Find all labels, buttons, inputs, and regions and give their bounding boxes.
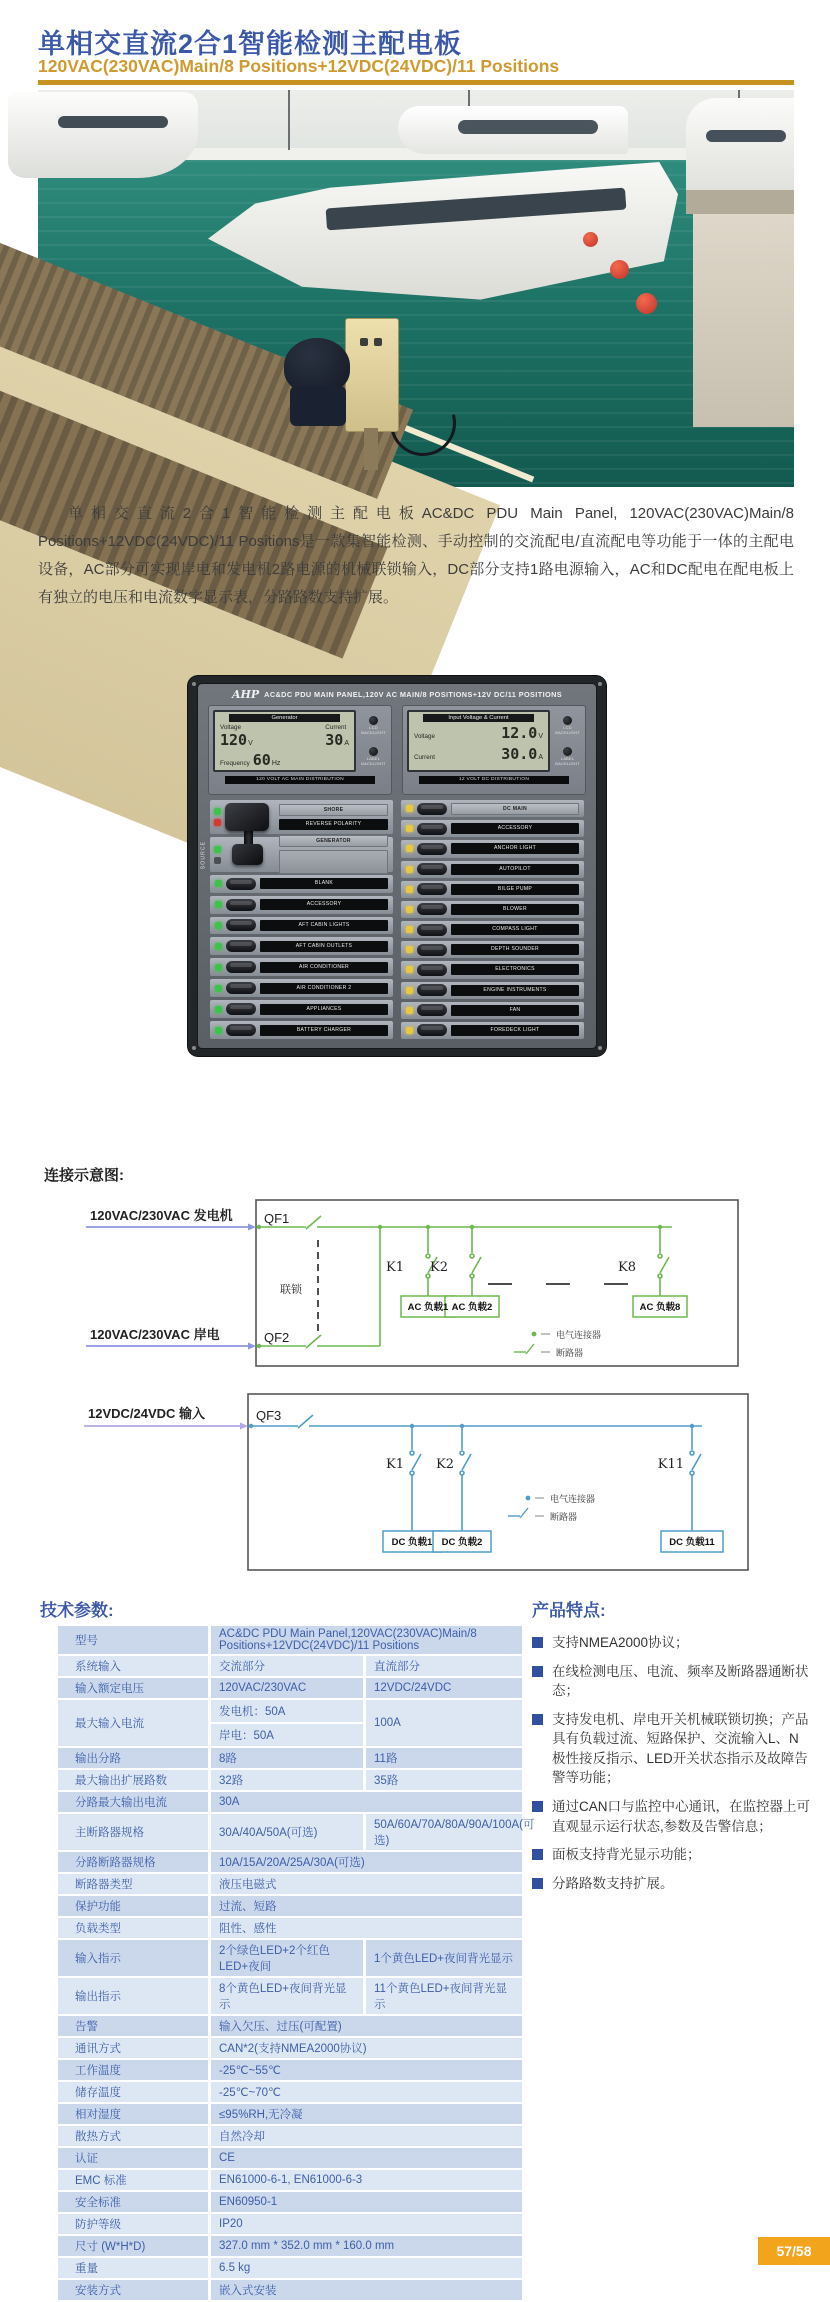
feature-text: 通过CAN口与监控中心通讯，在监控器上可直观显示运行状态,参数及告警信息； — [552, 1798, 811, 1834]
square-bullet-icon — [532, 1801, 543, 1812]
breaker-led — [406, 1027, 413, 1034]
spec-value: 输入欠压、过压(可配置) — [211, 2016, 522, 2036]
photo-boat-left — [8, 92, 198, 178]
spec-label: 系统输入 — [58, 1656, 208, 1676]
dc-breaker-column — [401, 800, 584, 1039]
shore-input-label: 120VAC/230VAC 岸电 — [90, 1327, 220, 1342]
spec-row — [58, 2038, 522, 2058]
breaker-label: COMPASS LIGHT — [451, 924, 579, 935]
spec-value: 30A — [211, 1792, 522, 1812]
label-backlight-button: LABEL BACKLIGHT — [554, 747, 581, 766]
breaker-label: AIR CONDITIONER — [260, 962, 388, 973]
breaker-id: QF2 — [264, 1330, 290, 1345]
dc-meter — [402, 705, 586, 795]
photo-dock-cabinet — [693, 202, 794, 427]
voltage-value: 120V — [220, 731, 253, 749]
breaker-label: ACCESSORY — [451, 823, 579, 834]
feature-item — [532, 1710, 810, 1788]
header-rule — [38, 80, 794, 85]
breaker-label: AUTOPILOT — [451, 864, 579, 875]
lcd-backlight-button: LCD BACKLIGHT — [360, 716, 387, 735]
spec-value: 327.0 mm * 352.0 mm * 160.0 mm — [211, 2236, 522, 2256]
spec-label: 输出指示 — [58, 1978, 208, 2014]
spec-value: 自然冷却 — [211, 2126, 522, 2146]
spec-row — [58, 2060, 522, 2080]
spec-label: 告警 — [58, 2016, 208, 2036]
breaker-row — [401, 881, 584, 898]
page-title: 单相交直流2合1智能检测主配电板 — [38, 29, 463, 59]
breaker-led — [215, 901, 222, 908]
breaker-led — [406, 886, 413, 893]
round-button-icon — [369, 747, 378, 756]
spec-label: 保护功能 — [58, 1896, 208, 1916]
switch-id: K2 — [430, 1260, 448, 1275]
ac-load-label: AC 负载2 — [451, 1302, 493, 1313]
breaker-label: REVERSE POLARITY — [279, 819, 388, 830]
breaker-rocker — [226, 878, 256, 890]
breaker-row — [401, 820, 584, 837]
product-panel-image — [188, 676, 606, 1056]
breaker-rocker — [226, 982, 256, 994]
breaker-row — [401, 1002, 584, 1019]
shore-led — [214, 808, 221, 815]
photo-yacht-flybridge-glass — [458, 120, 598, 134]
spec-value-ac: 2个绿色LED+2个红色LED+夜间 — [211, 1940, 363, 1976]
dc-wiring-diagram — [60, 1388, 760, 1578]
breaker-label: DEPTH SOUNDER — [451, 944, 579, 955]
interlock-handle — [224, 803, 272, 869]
breaker-row — [210, 917, 393, 935]
breaker-label: ELECTRONICS — [451, 964, 579, 975]
ac-wiring-diagram — [60, 1196, 760, 1372]
dc-load-label: DC 负载11 — [669, 1537, 715, 1548]
breaker-led — [215, 943, 222, 950]
breaker-row — [401, 840, 584, 857]
spec-label: 断路器类型 — [58, 1874, 208, 1894]
page-subtitle: 120VAC(230VAC)Main/8 Positions+12VDC(24VDC)/11 Positions — [38, 56, 560, 76]
voltage-value: 12.0V — [501, 724, 543, 742]
interlock-label: 联锁 — [280, 1284, 302, 1296]
photo-pedestal-post — [364, 428, 378, 470]
spec-label: 相对湿度 — [58, 2104, 208, 2124]
spec-label: 输入指示 — [58, 1940, 208, 1976]
photo-buoy — [636, 293, 657, 314]
feature-item — [532, 1662, 810, 1701]
spec-row — [58, 2258, 522, 2278]
spec-row — [58, 1626, 522, 1654]
spec-value: CAN*2(支持NMEA2000协议) — [211, 2038, 522, 2058]
spec-label: 最大输入电流 — [58, 1700, 208, 1746]
breaker-led — [406, 1007, 413, 1014]
arrowhead-icon — [240, 1423, 248, 1430]
spec-row — [58, 2016, 522, 2036]
breaker-label: FAN — [451, 1005, 579, 1016]
square-bullet-icon — [532, 1637, 543, 1648]
specs-table — [58, 1626, 535, 2302]
blank-label-plate — [279, 850, 388, 874]
feature-text: 支持NMEA2000协议； — [552, 1635, 689, 1650]
specs-heading: 技术参数: — [40, 1601, 114, 1620]
screw-icon — [598, 682, 602, 686]
interlock-knob-bottom — [232, 844, 263, 866]
spec-label: 储存温度 — [58, 2082, 208, 2102]
breaker-rocker — [226, 1024, 256, 1036]
dc-load-label: DC 负载2 — [441, 1537, 483, 1548]
features-list — [532, 1633, 810, 1893]
spec-value-dc: 35路 — [366, 1770, 522, 1790]
square-bullet-icon — [532, 1714, 543, 1725]
square-bullet-icon — [532, 1878, 543, 1889]
diagram-section-heading: 连接示意图: — [44, 1167, 124, 1184]
feature-item — [532, 1845, 810, 1865]
spec-value: -25℃~70℃ — [211, 2082, 522, 2102]
current-label: Current — [414, 754, 435, 761]
breaker-row — [210, 937, 393, 955]
frequency-value: Frequency 60Hz — [220, 751, 281, 769]
arrowhead-icon — [248, 1343, 256, 1350]
breaker-row — [210, 1000, 393, 1018]
square-bullet-icon — [532, 1666, 543, 1677]
dc-load-label: DC 负载1 — [391, 1537, 433, 1548]
spec-subvalue: 岸电：50A — [211, 1722, 363, 1746]
ac-breaker-column — [210, 800, 393, 1039]
breaker-rocker — [417, 924, 447, 936]
breaker-label: ANCHOR LIGHT — [451, 843, 579, 854]
breaker-led — [406, 966, 413, 973]
ac-distribution-label: 120 VOLT AC MAIN DISTRIBUTION — [225, 776, 375, 784]
panel-face — [197, 683, 597, 1049]
legend-connector: 电气连接器 — [556, 1330, 602, 1340]
spec-row — [58, 1700, 522, 1746]
spec-value-dc: 100A — [366, 1700, 522, 1746]
spec-subvalue: 发电机：50A — [219, 1706, 286, 1718]
spec-row — [58, 2192, 522, 2212]
spec-row — [58, 2170, 522, 2190]
square-bullet-icon — [532, 1849, 543, 1860]
feature-item — [532, 1797, 810, 1836]
breaker-label: BATTERY CHARGER — [260, 1025, 388, 1036]
ac-source-interlock — [210, 800, 393, 872]
meter-section — [198, 705, 596, 795]
spec-value-dc: 50A/60A/70A/80A/90A/100A(可选) — [366, 1814, 522, 1850]
breaker-label: BILGE PUMP — [451, 884, 579, 895]
brand-logo: AHP — [231, 688, 260, 701]
spec-label: 重量 — [58, 2258, 208, 2278]
photo-boat-right-windows — [706, 130, 786, 142]
breaker-label: DC MAIN — [451, 803, 579, 815]
photo-buoy — [610, 260, 629, 279]
legend-breaker: 断路器 — [550, 1512, 578, 1522]
breaker-label: BLOWER — [451, 904, 579, 915]
photo-pedestal-outlet — [374, 338, 382, 346]
screw-icon — [192, 682, 196, 686]
spec-value: CE — [211, 2148, 522, 2168]
feature-item — [532, 1874, 810, 1894]
breaker-led — [406, 805, 413, 812]
breaker-led — [406, 946, 413, 953]
feature-text: 分路路数支持扩展。 — [552, 1875, 674, 1891]
breaker-led — [215, 964, 222, 971]
current-label: Current — [325, 724, 347, 731]
spec-value-dc: 12VDC/24VDC — [366, 1678, 522, 1698]
spec-label: 输入额定电压 — [58, 1678, 208, 1698]
spec-value-ac: 交流部分 — [211, 1656, 363, 1676]
breaker-rocker — [226, 961, 256, 973]
current-value: 30.0A — [501, 745, 543, 763]
breaker-rocker — [226, 1003, 256, 1015]
spec-label: 工作温度 — [58, 2060, 208, 2080]
spec-value: EN60950-1 — [211, 2192, 522, 2212]
breaker-row — [401, 901, 584, 918]
breaker-label: ACCESSORY — [260, 899, 388, 910]
photo-yacht-hull — [208, 146, 678, 306]
breaker-section — [210, 800, 584, 1039]
spec-row — [58, 1770, 522, 1790]
breaker-row — [210, 896, 393, 914]
spec-label: 散热方式 — [58, 2126, 208, 2146]
breaker-rocker — [417, 944, 447, 956]
spec-row — [58, 1918, 522, 1938]
spare-led — [214, 857, 221, 864]
breaker-rocker — [417, 1024, 447, 1036]
breaker-label: GENERATOR — [279, 835, 388, 847]
spec-value: IP20 — [211, 2214, 522, 2234]
breaker-row — [401, 861, 584, 878]
breaker-label: APPLIANCES — [260, 1004, 388, 1015]
spec-value-ac: 30A/40A/50A(可选) — [211, 1814, 363, 1850]
breaker-led — [406, 866, 413, 873]
breaker-rocker — [417, 883, 447, 895]
legend-breaker: 断路器 — [556, 1348, 584, 1358]
spec-value: -25℃~55℃ — [211, 2060, 522, 2080]
spec-value: 10A/15A/20A/25A/30A(可选) — [211, 1852, 522, 1872]
breaker-rocker — [226, 919, 256, 931]
switch-id: K11 — [657, 1457, 684, 1472]
ac-lcd-display — [213, 710, 356, 772]
voltage-label: Voltage — [414, 733, 436, 740]
spec-row — [58, 1940, 522, 1976]
breaker-row — [210, 1021, 393, 1039]
spec-row — [58, 1678, 522, 1698]
breaker-row — [401, 941, 584, 958]
breaker-row — [401, 800, 584, 817]
spec-row — [58, 1748, 522, 1768]
spec-label: 输出分路 — [58, 1748, 208, 1768]
spec-label: 最大输出扩展路数 — [58, 1770, 208, 1790]
switch-id: K2 — [436, 1457, 454, 1472]
spec-value-ac: 120VAC/230VAC — [211, 1678, 363, 1698]
spec-row — [58, 1874, 522, 1894]
photo-main-yacht — [208, 106, 678, 306]
spec-label: 主断路器规格 — [58, 1814, 208, 1850]
breaker-label: BLANK — [260, 878, 388, 889]
breaker-rocker — [417, 863, 447, 875]
spec-value: AC&DC PDU Main Panel,120VAC(230VAC)Main/8 Positions+12VDC(24VDC)/11 Positions — [211, 1626, 522, 1654]
breaker-rocker — [417, 1004, 447, 1016]
spec-value: 6.5 kg — [211, 2258, 522, 2278]
dc-input-label: 12VDC/24VDC 输入 — [88, 1406, 206, 1421]
panel-frame — [188, 676, 606, 1056]
screw-icon — [192, 1046, 196, 1050]
breaker-rocker — [417, 964, 447, 976]
round-button-icon — [369, 716, 378, 725]
spec-label: 通讯方式 — [58, 2038, 208, 2058]
spec-label: 分路断路器规格 — [58, 1852, 208, 1872]
spec-row — [58, 2214, 522, 2234]
photo-power-pedestal — [345, 318, 399, 432]
arrowhead-icon — [248, 1224, 256, 1231]
panel-title-text: AC&DC PDU MAIN PANEL,120V AC MAIN/8 POSITIONS+12V DC/11 POSITIONS — [264, 690, 563, 699]
lcd-backlight-button: LCD BACKLIGHT — [554, 716, 581, 735]
spec-label: 负载类型 — [58, 1918, 208, 1938]
spec-label: 安装方式 — [58, 2280, 208, 2300]
spec-label: 分路最大输出电流 — [58, 1792, 208, 1812]
spec-label: 尺寸 (W*H*D) — [58, 2236, 208, 2256]
spec-value-dc: 11个黄色LED+夜间背光显示 — [366, 1978, 522, 2014]
breaker-row — [401, 921, 584, 938]
spec-row — [58, 1656, 522, 1676]
breaker-led — [406, 845, 413, 852]
page-number-badge: 57/58 — [758, 2237, 830, 2265]
breaker-rocker — [226, 899, 256, 911]
breaker-row — [401, 982, 584, 999]
breaker-row — [210, 958, 393, 976]
spec-row — [58, 2280, 522, 2300]
intro-paragraph: 单相交直流2合1智能检测主配电板AC&DC PDU Main Panel, 120VAC(230VAC)Main/8 Positions+12VDC(24VDC)/11 Positions是一款集智能检测、手动控制的交流配电/直流配电等功能于一体的主配电设备，AC部分可实现岸电和发电机2路电源的机械联锁输入，DC部分支持1路电源输入，AC和DC配电在配电板上有独立的电压和电流数字显示表，分路路数支持扩展。 — [38, 505, 794, 606]
spec-value-dc: 直流部分 — [366, 1656, 522, 1676]
spec-row — [58, 1814, 535, 1850]
round-button-icon — [563, 747, 572, 756]
spec-value-dc: 1个黄色LED+夜间背光显示 — [366, 1940, 522, 1976]
breaker-rocker — [417, 984, 447, 996]
spec-row — [58, 2148, 522, 2168]
spec-row — [58, 2126, 522, 2146]
feature-text: 在线检测电压、电流、频率及断路器通断状态； — [552, 1663, 809, 1699]
spec-value-ac: 8个黄色LED+夜间背光显示 — [211, 1978, 363, 2014]
ac-load-label: AC 负载8 — [639, 1302, 681, 1313]
ac-lcd-title: Generator — [229, 714, 340, 722]
features-heading: 产品特点: — [532, 1601, 606, 1620]
breaker-id: QF3 — [256, 1408, 282, 1423]
breaker-led — [406, 926, 413, 933]
ac-meter — [208, 705, 392, 795]
breaker-rocker — [417, 843, 447, 855]
breaker-label: AFT CABIN OUTLETS — [260, 941, 388, 952]
photo-bollard-base — [290, 386, 346, 426]
dc-distribution-label: 12 VOLT DC DISTRIBUTION — [419, 776, 569, 784]
label-backlight-button: LABEL BACKLIGHT — [360, 747, 387, 766]
interlock-knob-top — [225, 803, 269, 831]
breaker-led — [406, 906, 413, 913]
spec-value-dc: 11路 — [366, 1748, 522, 1768]
breaker-led — [215, 1006, 222, 1013]
spec-row — [58, 1978, 522, 2014]
breaker-label: AFT CABIN LIGHTS — [260, 920, 388, 931]
photo-pedestal-outlet — [360, 338, 368, 346]
spec-value: 阻性、感性 — [211, 1918, 522, 1938]
features-section — [532, 1596, 810, 1902]
generator-led — [214, 846, 221, 853]
breaker-label: AIR CONDITIONER 2 — [260, 983, 388, 994]
feature-item — [532, 1633, 810, 1653]
switch-id: K8 — [618, 1260, 636, 1275]
breaker-label: FOREDECK LIGHT — [451, 1025, 579, 1036]
voltage-label: Voltage — [220, 724, 242, 731]
photo-dock-cabinet-lid — [686, 190, 794, 214]
breaker-label: SHORE — [279, 804, 388, 816]
spec-row — [58, 2236, 522, 2256]
breaker-led — [215, 922, 222, 929]
breaker-led — [215, 880, 222, 887]
diagram-border — [256, 1200, 738, 1366]
breaker-row — [401, 961, 584, 978]
feature-text: 面板支持背光显示功能； — [552, 1847, 701, 1863]
legend-connector: 电气连接器 — [550, 1494, 596, 1504]
breaker-label: ENGINE INSTRUMENTS — [451, 985, 579, 996]
spec-row — [58, 2082, 522, 2102]
breaker-rocker — [417, 903, 447, 915]
breaker-led — [215, 1027, 222, 1034]
reverse-polarity-led — [214, 819, 221, 826]
spec-label: 防护等级 — [58, 2214, 208, 2234]
switch-id: K1 — [386, 1260, 404, 1275]
dc-lcd-display — [407, 710, 550, 772]
ac-load-label: AC 负载1 — [407, 1302, 449, 1313]
feature-text: 支持发电机、岸电开关机械联锁切换；产品具有负载过流、短路保护、交流输入L、N极性接反指示、LED开关状态指示及故障告警等功能； — [552, 1711, 809, 1786]
spec-value: ≤95%RH,无冷凝 — [211, 2104, 522, 2124]
breaker-rocker — [417, 803, 447, 815]
breaker-row — [210, 979, 393, 997]
spec-value: 液压电磁式 — [211, 1874, 522, 1894]
spec-row — [58, 1792, 522, 1812]
spec-value: 过流、短路 — [211, 1896, 522, 1916]
spec-row — [58, 1896, 522, 1916]
breaker-led — [215, 985, 222, 992]
spec-row — [58, 1852, 522, 1872]
marina-photo — [38, 90, 794, 487]
photo-boat-left-windows — [58, 116, 168, 128]
switch-id: K1 — [386, 1457, 404, 1472]
generator-input-label: 120VAC/230VAC 发电机 — [90, 1208, 233, 1223]
spec-value: EN61000-6-1, EN61000-6-3 — [211, 2170, 522, 2190]
spec-value-ac: 8路 — [211, 1748, 363, 1768]
breaker-rocker — [417, 823, 447, 835]
screw-icon — [598, 1046, 602, 1050]
breaker-row — [210, 875, 393, 893]
breaker-id: QF1 — [264, 1211, 290, 1226]
spec-value-ac — [211, 1700, 363, 1746]
current-value: 30A — [325, 731, 349, 749]
spec-label: 安全标准 — [58, 2192, 208, 2212]
breaker-led — [406, 987, 413, 994]
round-button-icon — [563, 716, 572, 725]
breaker-row — [401, 1022, 584, 1039]
spec-row — [58, 2104, 522, 2124]
dc-lcd-title: Input Voltage & Current — [423, 714, 534, 722]
breaker-rocker — [226, 940, 256, 952]
spec-label: 型号 — [58, 1626, 208, 1654]
spec-label: 认证 — [58, 2148, 208, 2168]
source-label: SOURCE — [200, 840, 207, 870]
photo-buoy — [583, 232, 598, 247]
spec-label: EMC 标准 — [58, 2170, 208, 2190]
panel-header — [198, 684, 596, 705]
breaker-led — [406, 825, 413, 832]
spec-value: 嵌入式安装 — [211, 2280, 522, 2300]
spec-value-ac: 32路 — [211, 1770, 363, 1790]
